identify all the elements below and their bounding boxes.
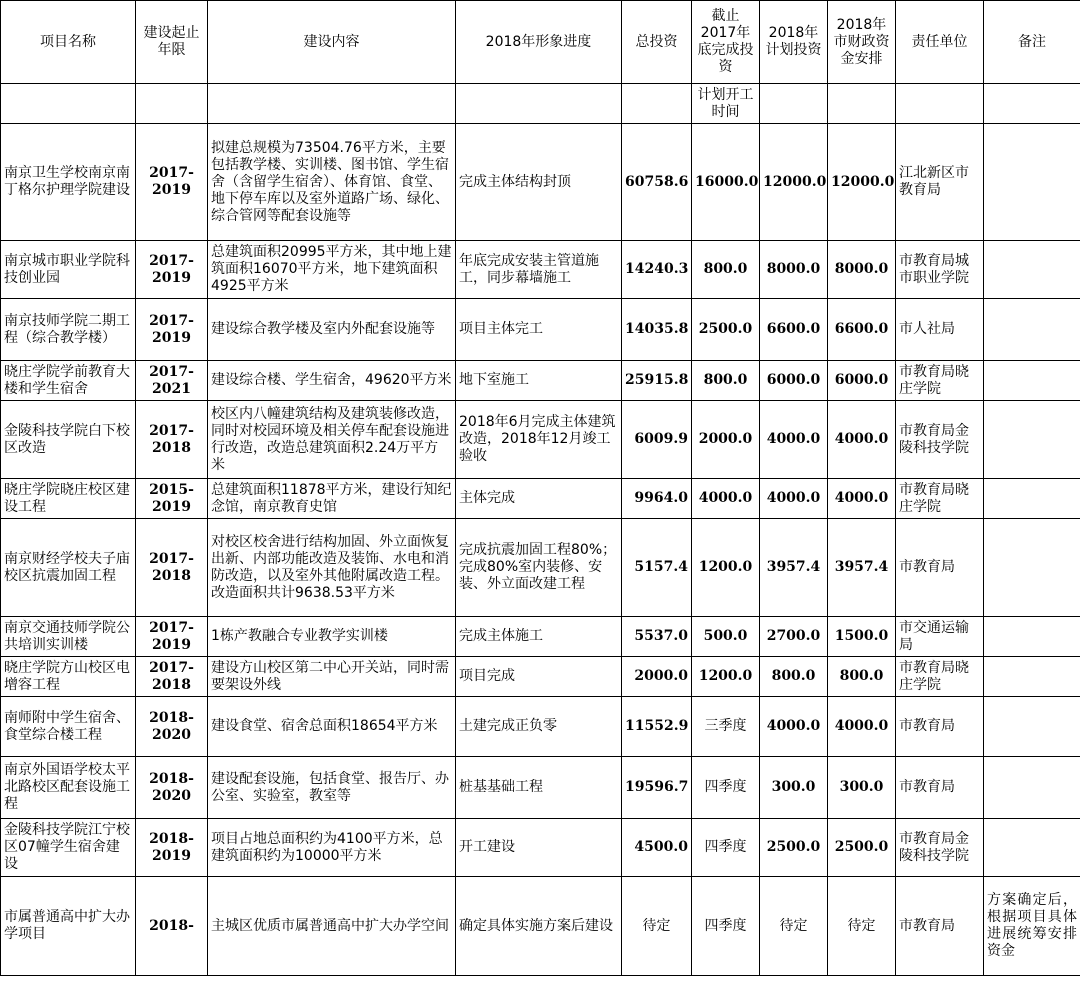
progress-cell: 完成抗震加固工程80%；完成80%室内装修、安装、外立面改建工程	[456, 519, 622, 617]
content-cell: 项目占地总面积约为4100平方米，总建筑面积约为10000平方米	[208, 819, 456, 877]
content-cell: 建设食堂、宿舍总面积18654平方米	[208, 697, 456, 757]
progress-cell: 完成主体结构封顶	[456, 124, 622, 241]
fiscal-cell: 4000.0	[828, 697, 896, 757]
done-cell: 500.0	[692, 617, 760, 657]
plan-cell: 6000.0	[760, 361, 828, 401]
period-cell: 2018-2019	[136, 819, 208, 877]
unit-cell: 市教育局	[896, 519, 984, 617]
col-content-header: 建设内容	[208, 1, 456, 84]
total-cell: 11552.9	[622, 697, 692, 757]
unit-cell: 市教育局	[896, 697, 984, 757]
project-name-cell: 市属普通高中扩大办学项目	[1, 877, 136, 976]
done-cell: 四季度	[692, 757, 760, 819]
empty-cell	[828, 84, 896, 124]
col-progress-header: 2018年形象进度	[456, 1, 622, 84]
remark-cell	[984, 299, 1080, 361]
unit-cell: 市教育局晓庄学院	[896, 361, 984, 401]
fiscal-cell: 待定	[828, 877, 896, 976]
remark-cell	[984, 819, 1080, 877]
remark-cell	[984, 617, 1080, 657]
period-cell: 2018-2020	[136, 757, 208, 819]
done-cell: 800.0	[692, 361, 760, 401]
total-cell: 9964.0	[622, 479, 692, 519]
remark-cell	[984, 361, 1080, 401]
project-name-cell: 南京交通技师学院公共培训实训楼	[1, 617, 136, 657]
project-name-cell: 晓庄学院方山校区电增容工程	[1, 657, 136, 697]
progress-cell: 项目主体完工	[456, 299, 622, 361]
plan-cell: 4000.0	[760, 697, 828, 757]
done-cell: 4000.0	[692, 479, 760, 519]
unit-cell: 江北新区市教育局	[896, 124, 984, 241]
total-cell: 待定	[622, 877, 692, 976]
subheader-row	[1, 84, 1080, 124]
plan-cell: 4000.0	[760, 479, 828, 519]
remark-cell	[984, 757, 1080, 819]
plan-cell: 待定	[760, 877, 828, 976]
remark-cell	[984, 479, 1080, 519]
plan-cell: 6600.0	[760, 299, 828, 361]
table-row	[1, 617, 1080, 657]
period-cell: 2017-2019	[136, 617, 208, 657]
period-cell: 2017-2018	[136, 657, 208, 697]
remark-cell: 方案确定后，根据项目具体进展统筹安排资金	[984, 877, 1080, 976]
fiscal-cell: 300.0	[828, 757, 896, 819]
remark-cell	[984, 657, 1080, 697]
done-cell: 2000.0	[692, 401, 760, 479]
fiscal-cell: 4000.0	[828, 401, 896, 479]
unit-cell: 市教育局	[896, 877, 984, 976]
table-row	[1, 697, 1080, 757]
col-name-header: 项目名称	[1, 1, 136, 84]
col-total-header: 总投资	[622, 1, 692, 84]
period-cell: 2017-2021	[136, 361, 208, 401]
fiscal-cell: 4000.0	[828, 479, 896, 519]
table-body	[1, 124, 1080, 976]
content-cell: 建设配套设施，包括食堂、报告厅、办公室、实验室，教室等	[208, 757, 456, 819]
plan-cell: 12000.0	[760, 124, 828, 241]
done-cell: 800.0	[692, 241, 760, 299]
total-cell: 2000.0	[622, 657, 692, 697]
total-cell: 5537.0	[622, 617, 692, 657]
unit-cell: 市人社局	[896, 299, 984, 361]
empty-cell	[1, 84, 136, 124]
project-name-cell: 南京技师学院二期工程（综合教学楼）	[1, 299, 136, 361]
content-cell: 建设方山校区第二中心开关站，同时需要架设外线	[208, 657, 456, 697]
progress-cell: 项目完成	[456, 657, 622, 697]
empty-cell	[896, 84, 984, 124]
progress-cell: 2018年6月完成主体建筑改造，2018年12月竣工验收	[456, 401, 622, 479]
done-cell: 三季度	[692, 697, 760, 757]
content-cell: 1栋产教融合专业教学实训楼	[208, 617, 456, 657]
done-cell: 四季度	[692, 819, 760, 877]
project-name-cell: 晓庄学院学前教育大楼和学生宿舍	[1, 361, 136, 401]
table-row	[1, 877, 1080, 976]
unit-cell: 市教育局金陵科技学院	[896, 401, 984, 479]
table-row	[1, 519, 1080, 617]
progress-cell: 开工建设	[456, 819, 622, 877]
unit-cell: 市交通运输局	[896, 617, 984, 657]
progress-cell: 年底完成安装主管道施工，同步幕墙施工	[456, 241, 622, 299]
unit-cell: 市教育局晓庄学院	[896, 657, 984, 697]
done-cell: 四季度	[692, 877, 760, 976]
fiscal-cell: 8000.0	[828, 241, 896, 299]
header-row	[1, 1, 1080, 84]
total-cell: 4500.0	[622, 819, 692, 877]
content-cell: 校区内八幢建筑结构及建筑装修改造，同时对校园环境及相关停车配套设施进行改造，改造总建筑面积2.24万平方米	[208, 401, 456, 479]
table-row	[1, 479, 1080, 519]
period-cell: 2018-2020	[136, 697, 208, 757]
progress-cell: 完成主体施工	[456, 617, 622, 657]
project-name-cell: 南师附中学生宿舍、食堂综合楼工程	[1, 697, 136, 757]
content-cell: 建设综合楼、学生宿舍，49620平方米	[208, 361, 456, 401]
col-period-header: 建设起止年限	[136, 1, 208, 84]
done-cell: 1200.0	[692, 519, 760, 617]
period-cell: 2017-2018	[136, 519, 208, 617]
project-name-cell: 金陵科技学院江宁校区07幢学生宿舍建设	[1, 819, 136, 877]
table-row	[1, 657, 1080, 697]
col-plan2018-header: 2018年计划投资	[760, 1, 828, 84]
empty-cell	[456, 84, 622, 124]
table-row	[1, 361, 1080, 401]
plan-cell: 3957.4	[760, 519, 828, 617]
fiscal-cell: 2500.0	[828, 819, 896, 877]
content-cell: 拟建总规模为73504.76平方米，主要包括教学楼、实训楼、图书馆、学生宿舍（含留学生宿舍）、体育馆、食堂、地下停车库以及室外道路广场、绿化、综合管网等配套设施等	[208, 124, 456, 241]
table-row	[1, 241, 1080, 299]
col-remark-header: 备注	[984, 1, 1080, 84]
unit-cell: 市教育局金陵科技学院	[896, 819, 984, 877]
progress-cell: 确定具体实施方案后建设	[456, 877, 622, 976]
period-cell: 2017-2018	[136, 401, 208, 479]
empty-cell	[622, 84, 692, 124]
remark-cell	[984, 124, 1080, 241]
plan-cell: 800.0	[760, 657, 828, 697]
plan-cell: 300.0	[760, 757, 828, 819]
period-cell: 2017-2019	[136, 299, 208, 361]
table-row	[1, 819, 1080, 877]
col-done2017-header: 截止2017年底完成投资	[692, 1, 760, 84]
total-cell: 60758.6	[622, 124, 692, 241]
content-cell: 建设综合教学楼及室内外配套设施等	[208, 299, 456, 361]
period-cell: 2017-2019	[136, 124, 208, 241]
fiscal-cell: 6600.0	[828, 299, 896, 361]
progress-cell: 土建完成正负零	[456, 697, 622, 757]
empty-cell	[984, 84, 1080, 124]
done-cell: 2500.0	[692, 299, 760, 361]
remark-cell	[984, 401, 1080, 479]
unit-cell: 市教育局城市职业学院	[896, 241, 984, 299]
done-cell: 16000.0	[692, 124, 760, 241]
progress-cell: 桩基基础工程	[456, 757, 622, 819]
total-cell: 25915.8	[622, 361, 692, 401]
fiscal-cell: 3957.4	[828, 519, 896, 617]
remark-cell	[984, 519, 1080, 617]
plan-cell: 2700.0	[760, 617, 828, 657]
period-cell: 2018-	[136, 877, 208, 976]
fiscal-cell: 800.0	[828, 657, 896, 697]
col-unit-header: 责任单位	[896, 1, 984, 84]
remark-cell	[984, 697, 1080, 757]
table-row	[1, 124, 1080, 241]
project-name-cell: 晓庄学院晓庄校区建设工程	[1, 479, 136, 519]
col-fiscal2018-header: 2018年市财政资金安排	[828, 1, 896, 84]
total-cell: 6009.9	[622, 401, 692, 479]
content-cell: 总建筑面积20995平方米，其中地上建筑面积16070平方米，地下建筑面积4925平方米	[208, 241, 456, 299]
progress-cell: 地下室施工	[456, 361, 622, 401]
table-row	[1, 757, 1080, 819]
empty-cell	[136, 84, 208, 124]
total-cell: 19596.7	[622, 757, 692, 819]
total-cell: 14035.8	[622, 299, 692, 361]
table-row	[1, 401, 1080, 479]
fiscal-cell: 12000.0	[828, 124, 896, 241]
project-name-cell: 南京城市职业学院科技创业园	[1, 241, 136, 299]
table-row	[1, 299, 1080, 361]
col-start-time-header: 计划开工时间	[692, 84, 760, 124]
plan-cell: 4000.0	[760, 401, 828, 479]
remark-cell	[984, 241, 1080, 299]
project-name-cell: 南京财经学校夫子庙校区抗震加固工程	[1, 519, 136, 617]
fiscal-cell: 6000.0	[828, 361, 896, 401]
done-cell: 1200.0	[692, 657, 760, 697]
total-cell: 14240.3	[622, 241, 692, 299]
period-cell: 2017-2019	[136, 241, 208, 299]
progress-cell: 主体完成	[456, 479, 622, 519]
content-cell: 总建筑面积11878平方米，建设行知纪念馆，南京教育史馆	[208, 479, 456, 519]
content-cell: 主城区优质市属普通高中扩大办学空间	[208, 877, 456, 976]
project-name-cell: 南京卫生学校南京南丁格尔护理学院建设	[1, 124, 136, 241]
unit-cell: 市教育局晓庄学院	[896, 479, 984, 519]
plan-cell: 8000.0	[760, 241, 828, 299]
total-cell: 5157.4	[622, 519, 692, 617]
project-name-cell: 金陵科技学院白下校区改造	[1, 401, 136, 479]
fiscal-cell: 1500.0	[828, 617, 896, 657]
period-cell: 2015-2019	[136, 479, 208, 519]
unit-cell: 市教育局	[896, 757, 984, 819]
content-cell: 对校区校舍进行结构加固、外立面恢复出新、内部功能改造及装饰、水电和消防改造，以及室外其他附属改造工程。改造面积共计9638.53平方米	[208, 519, 456, 617]
empty-cell	[760, 84, 828, 124]
plan-cell: 2500.0	[760, 819, 828, 877]
empty-cell	[208, 84, 456, 124]
project-name-cell: 南京外国语学校太平北路校区配套设施工程	[1, 757, 136, 819]
